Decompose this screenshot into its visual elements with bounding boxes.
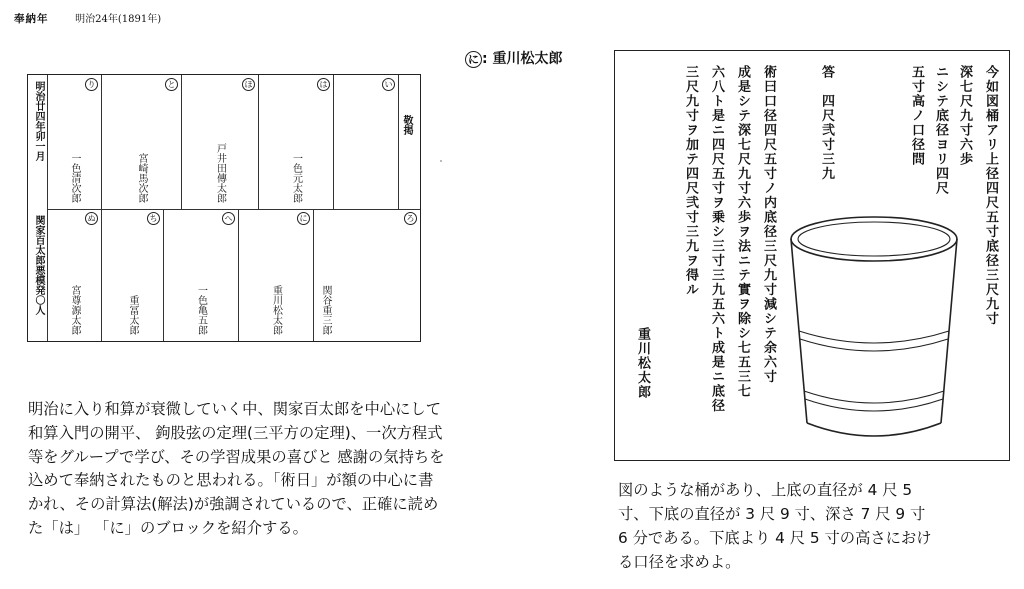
cell-name: 一色亀五郎: [195, 285, 207, 335]
author-label: [465, 48, 562, 68]
grid-cell-to: [101, 75, 181, 209]
grid-cell-ni: [238, 209, 313, 341]
cell-mark: ぬ: [85, 212, 98, 225]
date-column: [28, 75, 48, 341]
cell-name: 一色清次郎: [69, 153, 80, 203]
cell-name: 戸井田傳太郎: [214, 143, 226, 203]
author-text: : 重川松太郎: [482, 51, 563, 67]
grid-cell-he: [163, 209, 238, 341]
problem-panel: [614, 50, 1010, 461]
description-line: 和算入門の開平、 鉤股弦の定理(三平方の定理)、一次方程式: [28, 423, 443, 442]
problem-column: ニシテ底径ヨリ四尺: [933, 65, 948, 196]
date-bottom: 関家百太郎悪模発〇人: [33, 215, 44, 315]
header-era: 明治24年(1891年): [75, 14, 162, 25]
header: [14, 10, 161, 26]
cell-name: 重冨太郎: [127, 295, 138, 335]
cell-mark: ほ: [242, 78, 255, 91]
caption-line: る口径を求めよ。: [618, 553, 741, 571]
cell-mark: へ: [222, 212, 235, 225]
caption-line: 6 分である。下底より 4 尺 5 寸の高さにおけ: [618, 529, 932, 547]
grid-cell-ho: [181, 75, 258, 209]
cell-name: 一色元太郎: [290, 153, 302, 203]
cell-name: 関谷重三郎: [320, 285, 331, 335]
dedication-cell: [398, 75, 420, 209]
problem-signature: 重川松太郎: [635, 327, 650, 400]
cell-mark: い: [382, 78, 395, 91]
grid-cell-ro: [313, 209, 420, 341]
problem-column: 今如図桶アリ上径四尺五寸底径三尺九寸: [983, 65, 998, 326]
grid-cell-nu: [48, 209, 101, 341]
cell-mark: は: [317, 78, 330, 91]
grid-cell-ha: [258, 75, 333, 209]
description-line: た「は」 「に」のブロックを紹介する。: [28, 518, 308, 537]
problem-column: 深七尺九寸六歩: [957, 65, 972, 167]
cell-mark: ち: [147, 212, 160, 225]
description-line: 等をグループで学び、その学習成果の喜びと 感謝の気持ちを: [28, 447, 445, 466]
method-column: 術曰口径四尺五寸ノ内底径三尺九寸減シテ余六寸: [761, 65, 776, 384]
method-column: 三尺九寸ヲ加テ四尺弐寸三九ヲ得ル: [683, 65, 698, 297]
method-column: 六八ト是ニ四尺五寸ヲ乗シ三寸三九五六ト成是ニ底径: [709, 65, 724, 413]
caption-line: 図のような桶があり、上底の直径が 4 尺 5: [618, 481, 913, 499]
cell-name: 宮崎馬次郎: [136, 153, 147, 203]
grid-cell-ri: [48, 75, 101, 209]
problem-caption: [618, 478, 1008, 574]
caption-line: 寸、下底の直径が 3 尺 9 寸、深さ 7 尺 9 寸: [618, 505, 926, 523]
description: [28, 398, 568, 541]
method-column: 成是シテ深七尺九寸六歩ヲ法ニテ實ヲ除シ七五三七: [735, 65, 750, 399]
bucket-illustration: [785, 213, 963, 443]
description-line: 明治に入り和算が衰微していく中、関家百太郎を中心にして: [28, 400, 442, 418]
header-title: 奉納年: [14, 13, 49, 25]
dedication-text: 敬掲: [401, 115, 412, 135]
cell-mark: ろ: [404, 212, 417, 225]
name-grid: [27, 74, 421, 342]
description-line: 込めて奉納されたものと思われる。「術日」が額の中心に書: [28, 471, 434, 490]
cell-name: 重川松太郎: [270, 285, 282, 335]
grid-cell-i: [333, 75, 398, 209]
cell-name: 宮尊源太郎: [69, 285, 80, 335]
description-line: かれ、その計算法(解法)が強調されているので、正確に読め: [28, 495, 439, 514]
grid-cell-chi: [101, 209, 163, 341]
cell-mark: と: [165, 78, 178, 91]
cell-mark: に: [297, 212, 310, 225]
answer-column: 答 四尺弐寸三九: [819, 65, 834, 181]
date-top: 明治廿四年卯一月: [33, 81, 44, 161]
cell-mark: り: [85, 78, 98, 91]
author-mark: に: [465, 51, 482, 68]
problem-column: 五寸高ノ口径問: [909, 65, 924, 167]
separator-dot: [440, 160, 442, 162]
